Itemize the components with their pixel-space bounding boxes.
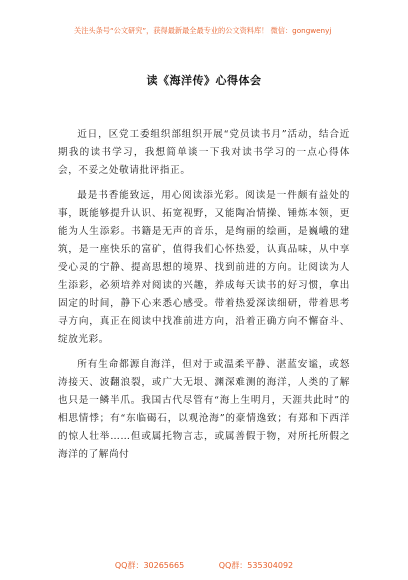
footer-contacts bbox=[0, 560, 408, 571]
document-title: 读《海洋传》心得体会 bbox=[146, 74, 262, 87]
footer-qq-group-2: QQ群：535304092 bbox=[218, 561, 294, 570]
paragraph-ocean: 所有生命都源自海洋，但对于或温柔平静、湛蓝安谧，或怒涛接天、波翻浪裂，或广大无垠、渊深难测的海洋，人类的了解也只是一鳞半爪。我国古代尽管有“海上生明月，天涯共此时”的相思情悸；有“东临碣石，以观沧海”的豪情逸致；有郑和下西洋的惊人壮举……但或属托物言志，或属善假于物，对所托所假之海洋的了解尚付 bbox=[58, 359, 350, 460]
paragraph-intro: 近日，区党工委组织部组织开展“党员读书月”活动，结合近期我的读书学习，我想简单谈一下我对读书学习的一点心得体会，不妥之处敬请批评指正。 bbox=[58, 129, 350, 176]
document-body bbox=[58, 126, 350, 471]
footer-qq-group-1: QQ群：30265665 bbox=[114, 561, 185, 570]
header-promo-note: 关注头条号“公文研究”，获得最新最全最专业的公文资料库！ 微信：gongwenyj bbox=[74, 26, 332, 35]
paragraph-reading: 最是书香能致远，用心阅读添光彩。阅读是一件颇有益处的事，既能够提升认识、拓宽视野，又能陶冶情操、锤炼本领，更能为人生添彩。书籍是无声的音乐，是绚丽的绘画，是巍峨的建筑，是一座快乐的富矿，值得我们心怀热爱，认真品味，从中享受心灵的宁静、提高思想的境界、找到前进的方向。让阅读为人生添彩，必须培养对阅读的兴趣，养成每天读书的好习惯，拿出固定的时间，静下心来悉心感受。带着热爱深读细研，带着思考寻方向，真正在阅读中找准前进方向，沿着正确方向不懈奋斗、绽放光彩。 bbox=[58, 190, 350, 345]
